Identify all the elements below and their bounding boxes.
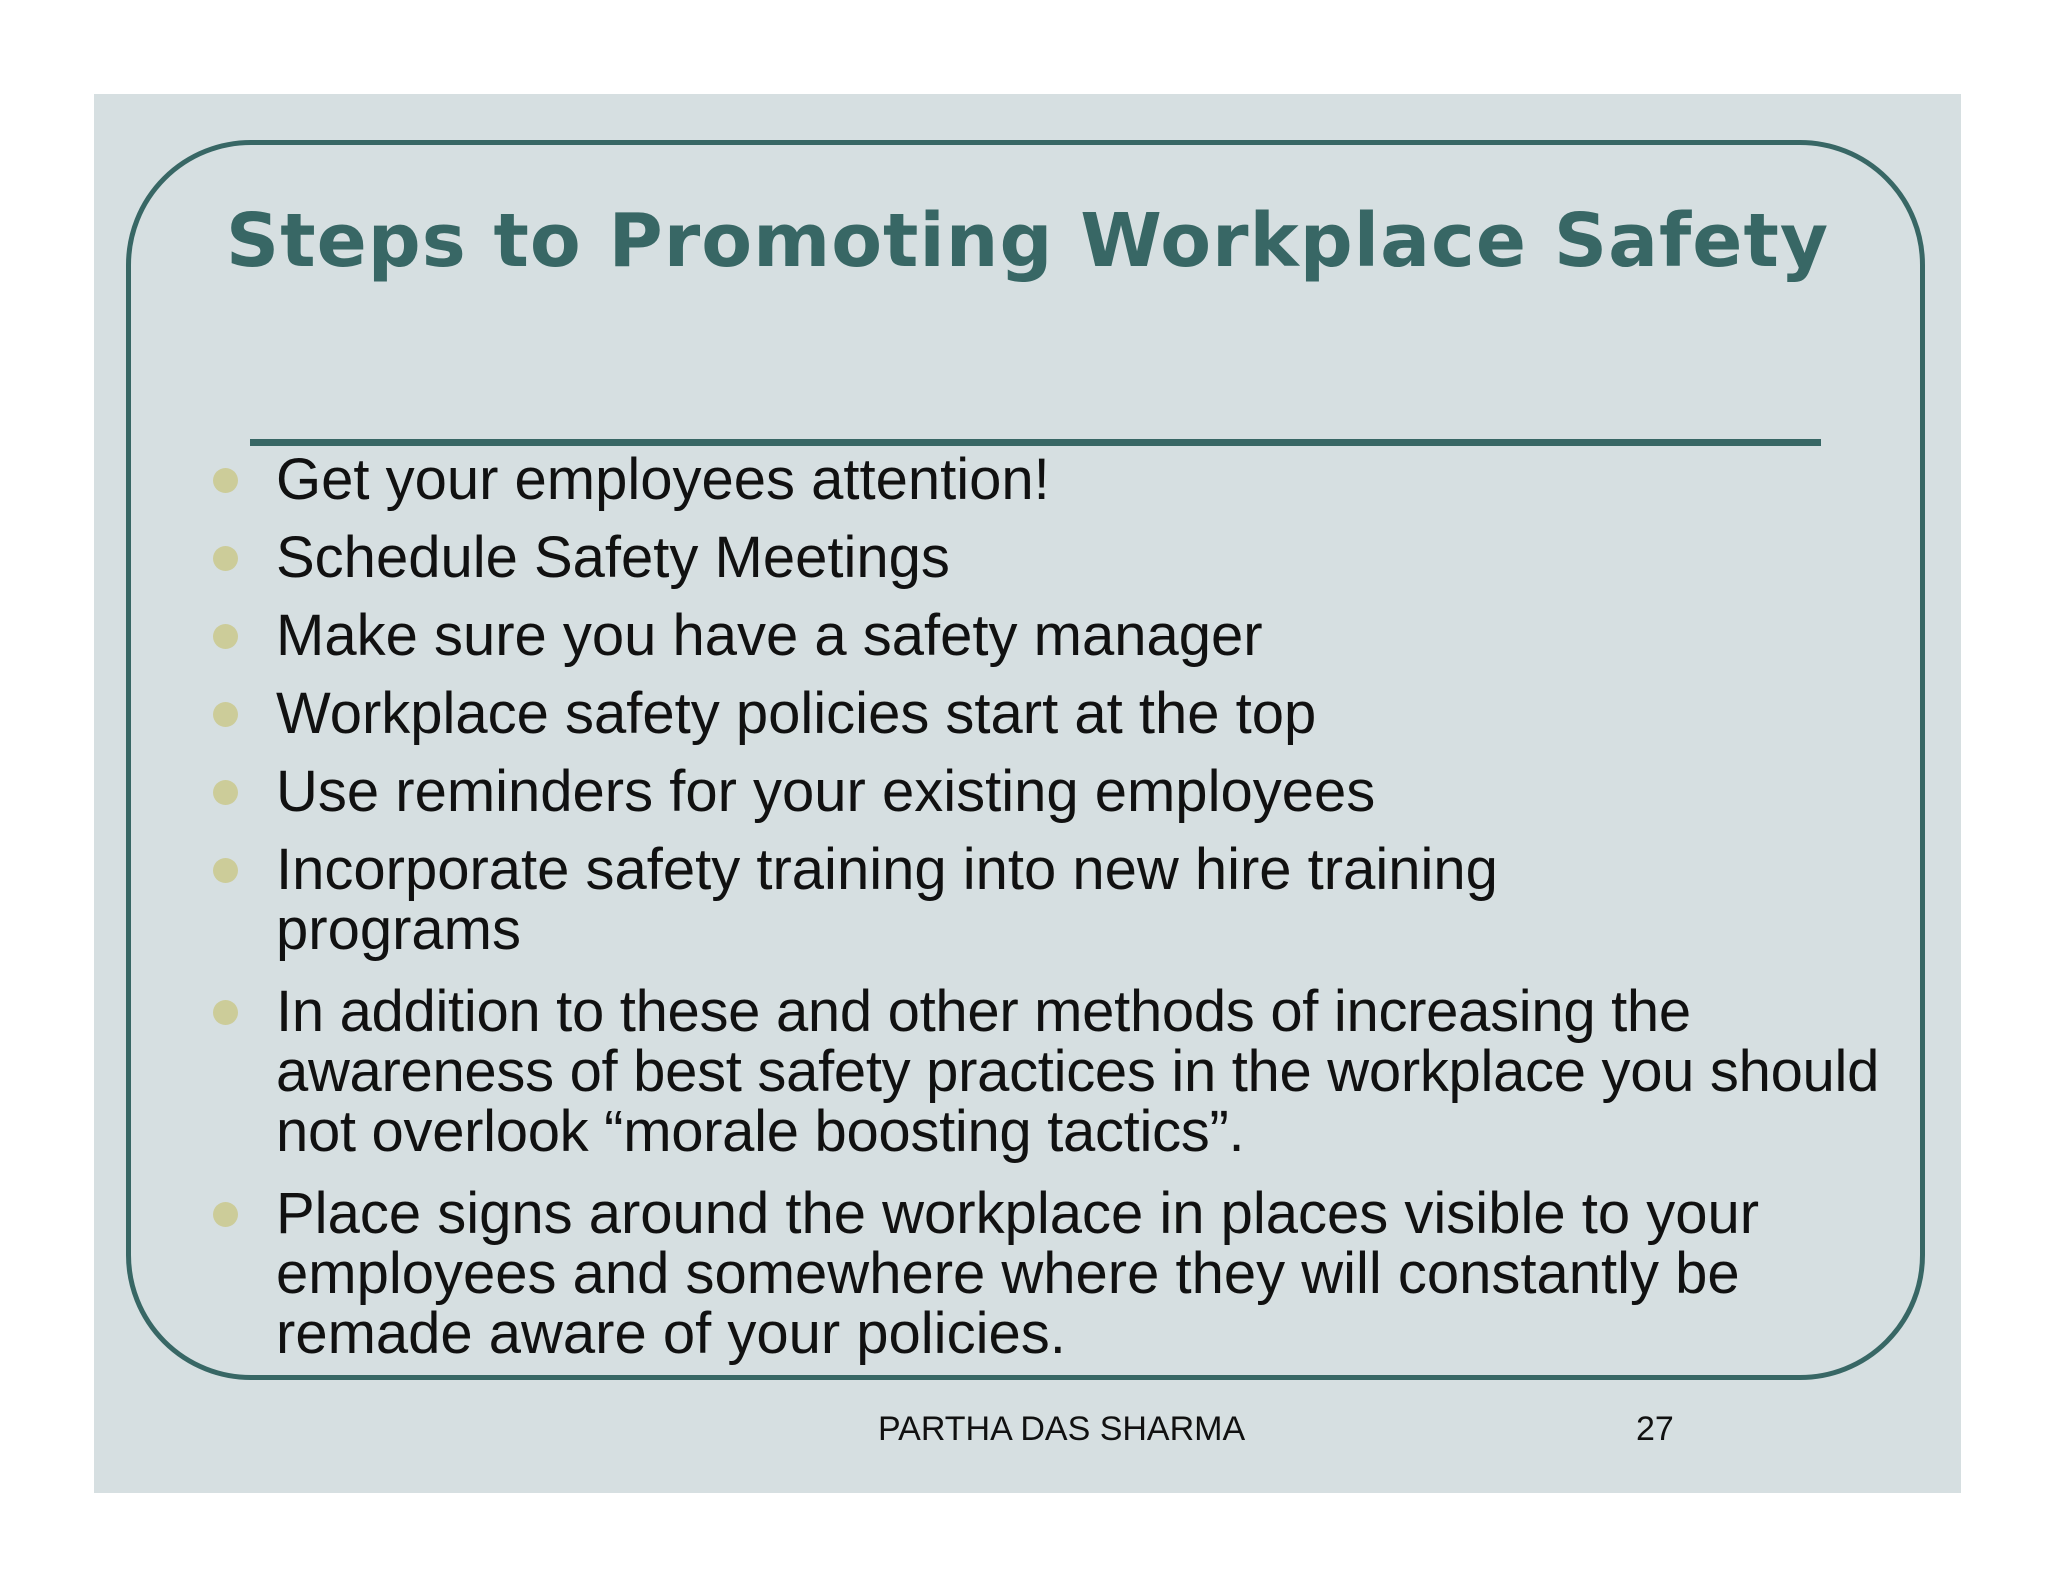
bullet-item <box>276 681 1976 746</box>
bullet-item <box>276 837 1736 962</box>
bullet-dot-icon <box>213 468 238 493</box>
bullet-dot-icon <box>213 1000 238 1025</box>
bullet-text: In addition to these and other methods of increasing the awareness of best safety practices in the workplace you should not overlook “morale boosting tactics”. <box>276 979 1880 1164</box>
slide <box>94 94 1961 1493</box>
bullet-item <box>276 525 1976 590</box>
bullet-dot-icon <box>213 1202 238 1227</box>
bullet-item <box>276 979 1956 1164</box>
bullet-text: Incorporate safety training into new hire training programs <box>276 837 1498 962</box>
bullet-list <box>94 94 1961 1493</box>
page-number: 27 <box>1636 1410 1674 1448</box>
slide-title: Steps to Promoting Workplace Safety <box>225 198 1830 284</box>
bullet-text: Get your employees attention! <box>276 447 1050 512</box>
bullet-text: Make sure you have a safety manager <box>276 603 1263 668</box>
bullet-text: Workplace safety policies start at the top <box>276 681 1317 746</box>
bullet-dot-icon <box>213 858 238 883</box>
bullet-text: Place signs around the workplace in places visible to your employees and somewhere where they will constantly be remade aware of your policies. <box>276 1181 1760 1366</box>
footer-author: PARTHA DAS SHARMA <box>878 1410 1246 1448</box>
bullet-item <box>276 447 1976 512</box>
bullet-dot-icon <box>213 702 238 727</box>
bullet-dot-icon <box>213 624 238 649</box>
bullet-text: Use reminders for your existing employees <box>276 759 1376 824</box>
bullet-item <box>276 1181 1876 1366</box>
bullet-dot-icon <box>213 546 238 571</box>
bullet-item <box>276 759 1976 824</box>
bullet-text: Schedule Safety Meetings <box>276 525 950 590</box>
bullet-dot-icon <box>213 780 238 805</box>
bullet-item <box>276 603 1976 668</box>
